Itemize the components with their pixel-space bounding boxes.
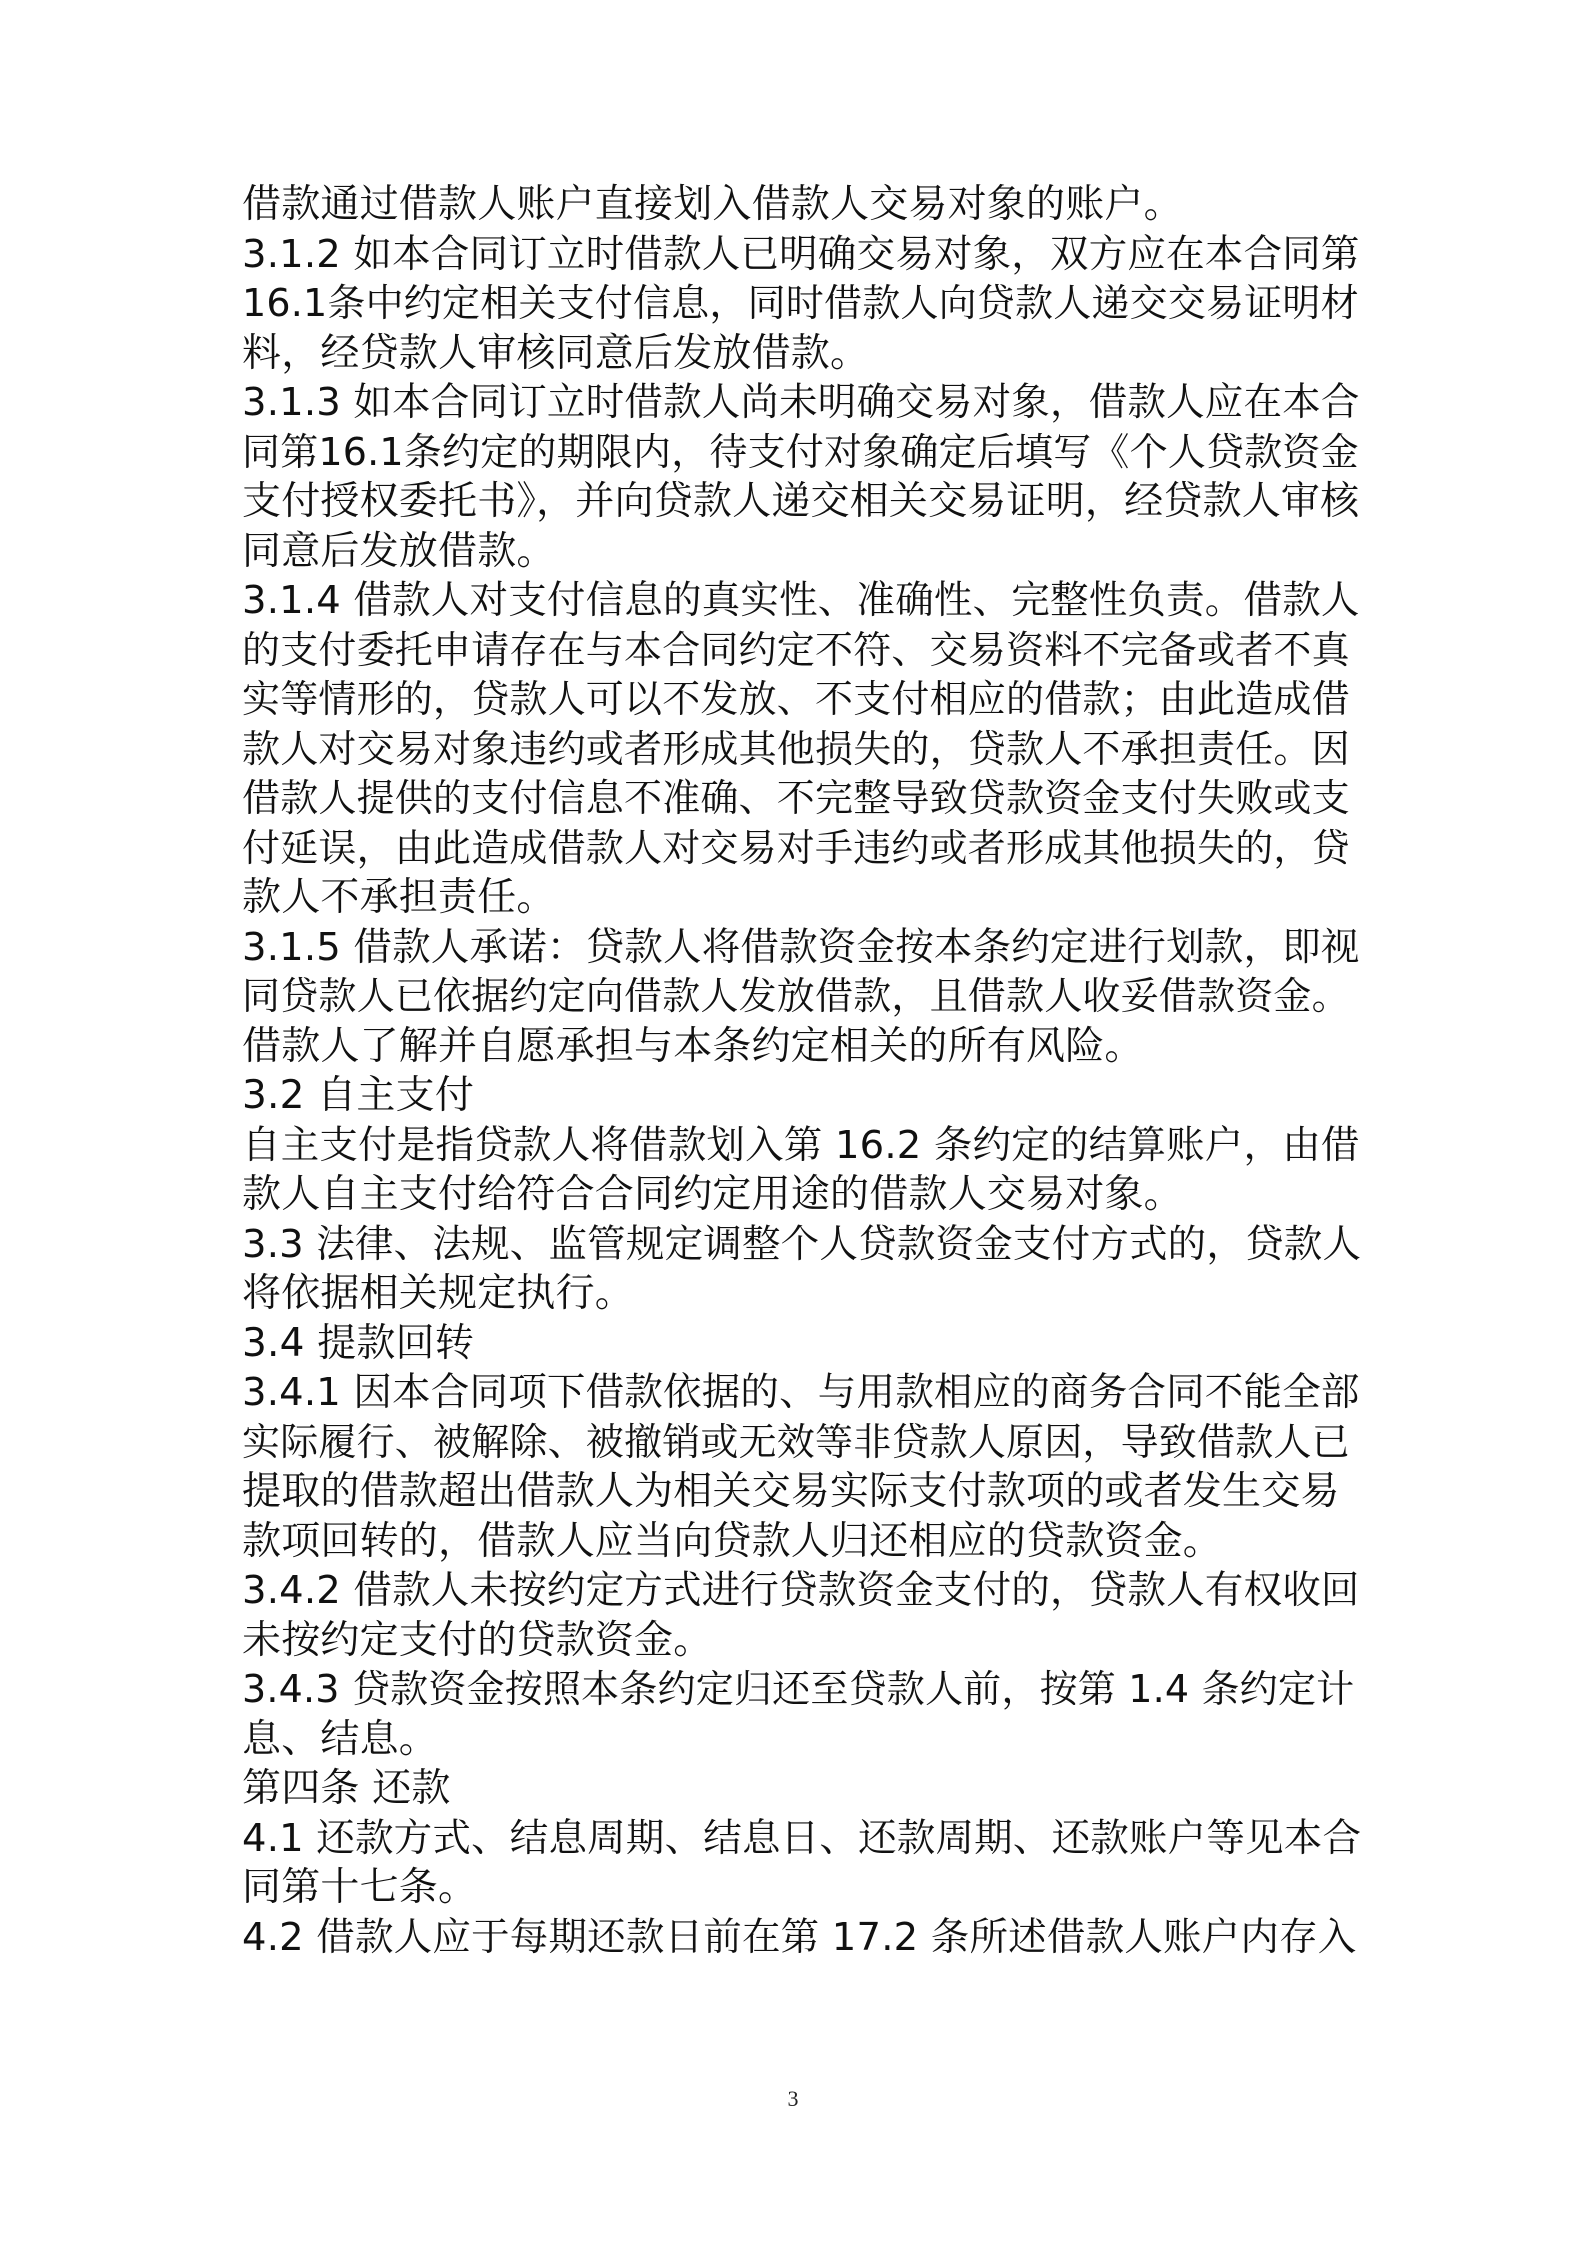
text-line: 款人自主支付给符合合同约定用途的借款人交易对象。 — [242, 1172, 1183, 1217]
text-line: 款项回转的，借款人应当向贷款人归还相应的贷款资金。 — [242, 1518, 1223, 1564]
document-body — [242, 180, 1362, 1962]
text-line: 付延误，由此造成借款人对交易对手违约或者形成其他损失的，贷 — [242, 825, 1350, 870]
text-line: 3.4.1 因本合同项下借款依据的、与用款相应的商务合同不能全部 — [242, 1370, 1360, 1415]
text-line: 3.4.2 借款人未按约定方式进行贷款资金支付的，贷款人有权收回 — [242, 1568, 1360, 1613]
text-line: 将依据相关规定执行。 — [242, 1271, 635, 1316]
text-line: 4.1 还款方式、结息周期、结息日、还款周期、还款账户等见本合 — [242, 1815, 1362, 1861]
text-line: 实际履行、被解除、被撤销或无效等非贷款人原因，导致借款人已 — [242, 1419, 1350, 1464]
text-line: 3.1.2 如本合同订立时借款人已明确交易对象，双方应在本合同第 — [242, 231, 1360, 277]
text-line: 提取的借款超出借款人为相关交易实际支付款项的或者发生交易 — [242, 1469, 1340, 1514]
text-line: 4.2 借款人应于每期还款日前在第 17.2 条所述借款人账户内存入 — [242, 1914, 1357, 1960]
text-line: 借款人了解并自愿承担与本条约定相关的所有风险。 — [242, 1023, 1144, 1069]
text-line: 借款通过借款人账户直接划入借款人交易对象的账户。 — [242, 182, 1183, 227]
text-line: 息、结息。 — [242, 1716, 439, 1762]
text-line: 同第十七条。 — [242, 1865, 478, 1910]
text-line: 支付授权委托书》，并向贷款人递交相关交易证明，经贷款人审核 — [242, 479, 1360, 524]
text-line: 料，经贷款人审核同意后发放借款。 — [242, 330, 870, 376]
text-line: 同第16.1条约定的期限内，待支付对象确定后填写《个人贷款资金 — [242, 429, 1359, 474]
text-line: 同贷款人已依据约定向借款人发放借款，且借款人收妥借款资金。 — [242, 974, 1350, 1018]
text-line: 自主支付是指贷款人将借款划入第 16.2 条约定的结算账户，由借 — [242, 1122, 1360, 1168]
text-line: 3.4.3 贷款资金按照本条约定归还至贷款人前，按第 1.4 条约定计 — [242, 1667, 1355, 1711]
text-line: 3.3 法律、法规、监管规定调整个人贷款资金支付方式的，贷款人 — [242, 1221, 1362, 1267]
text-line: 3.1.4 借款人对支付信息的真实性、准确性、完整性负责。借款人 — [242, 578, 1360, 623]
text-line: 同意后发放借款。 — [242, 528, 556, 574]
text-line: 未按约定支付的贷款资金。 — [242, 1617, 713, 1663]
text-line: 的支付委托申请存在与本合同约定不符、交易资料不完备或者不真 — [242, 627, 1350, 672]
text-line: 3.4 提款回转 — [242, 1320, 475, 1366]
text-line: 3.1.3 如本合同订立时借款人尚未明确交易对象，借款人应在本合 — [242, 380, 1360, 425]
page-number: 3 — [787, 2086, 799, 2111]
text-line: 16.1条中约定相关支付信息，同时借款人向贷款人递交交易证明材 — [242, 281, 1359, 325]
text-line: 3.2 自主支付 — [242, 1073, 475, 1118]
text-line: 款人不承担责任。 — [242, 875, 556, 920]
text-line: 第四条 还款 — [242, 1766, 451, 1811]
text-line: 借款人提供的支付信息不准确、不完整导致贷款资金支付失败或支 — [242, 776, 1350, 820]
text-line: 实等情形的，贷款人可以不发放、不支付相应的借款；由此造成借 — [242, 677, 1350, 721]
text-line: 款人对交易对象违约或者形成其他损失的，贷款人不承担责任。因 — [242, 726, 1350, 771]
text-line: 3.1.5 借款人承诺：贷款人将借款资金按本条约定进行划款，即视 — [242, 924, 1360, 970]
